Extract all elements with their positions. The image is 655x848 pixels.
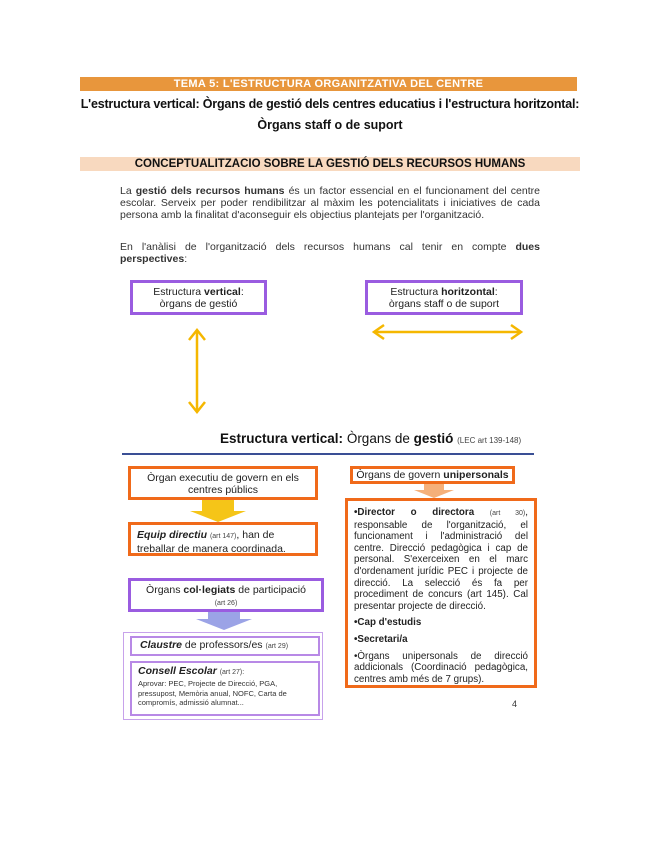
- intro-paragraph-2: En l'anàlisi de l'organització dels recursos humans cal tenir en compte dues perspectives:: [120, 241, 540, 265]
- topic-banner: TEMA 5: L'ESTRUCTURA ORGANITZATIVA DEL CENTRE: [80, 77, 577, 91]
- heading-divider: [122, 453, 534, 455]
- additional-organs-item: •Òrgans unipersonals de direcció addicionals (Coordinació pedagògica, centres amb més de 7 grups).: [354, 650, 528, 685]
- head-of-studies-item: •Cap d'estudis: [354, 617, 422, 629]
- horizontal-double-arrow-icon: [374, 325, 521, 339]
- director-item: •Director o directora (art 30), responsable de l'organització, el funcionament i l'administració del centre. Direcció pedagògica i cap de personal. S'exerceixen en el marc d'ordenament jurídic PEC i projecte de direcció. La selecció és fa per procediment de concurs (art 145). Cal presentar projecte de direcció.: [354, 507, 528, 612]
- teachers-cloister-box: Claustre de professors/es (art 29): [130, 636, 320, 656]
- page-title-line2: Òrgans staff o de suport: [257, 118, 403, 132]
- down-arrow-icon: [196, 612, 252, 630]
- school-council-detail: Aprovar: PEC, Projecte de Direcció, PGA, pressupost, Memòria anual, NOFC, Carta de compromís, admissió alumnat...: [138, 679, 287, 707]
- intro-paragraph-1: La gestió dels recursos humans és un factor essencial en el funcionament del centre escolar. Serveix per poder rendibilitzar al màxim les potencialitats i iniciatives de cada persona amb la finalitat d'aconseguir els objectius plantejats per l'organització.: [120, 185, 540, 221]
- down-arrow-icon: [190, 500, 246, 522]
- unipersonal-organs-header: Òrgans de govern unipersonals: [350, 466, 515, 484]
- unipersonal-organs-list: [345, 498, 537, 688]
- secretary-item: •Secretari/a: [354, 633, 408, 645]
- page-title-line1: L'estructura vertical: Òrgans de gestió dels centres educatius i l'estructura horitzontal:: [80, 97, 580, 111]
- down-arrow-icon: [414, 484, 454, 498]
- vertical-structure-heading: Estructura vertical: Òrgans de gestió (LEC art 139-148): [220, 431, 522, 446]
- collegiate-organs-box: Òrgans col·legiats de participació (art 26): [128, 578, 324, 612]
- vertical-double-arrow-icon: [189, 330, 205, 412]
- section-heading: CONCEPTUALITZACIO SOBRE LA GESTIÓ DELS RECURSOS HUMANS: [80, 157, 580, 171]
- executive-organ-box: Òrgan executiu de govern en els centres públics: [128, 466, 318, 500]
- school-council-box: Consell Escolar (art 27): Aprovar: PEC, Projecte de Direcció, PGA, pressupost, Memòria anual, NOFC, Carta de compromís, admissió alumnat...: [130, 661, 320, 716]
- horizontal-structure-box: Estructura horitzontal: òrgans staff o de suport: [365, 280, 523, 315]
- vertical-structure-box: Estructura vertical: òrgans de gestió: [130, 280, 267, 315]
- page-number: 4: [512, 699, 518, 709]
- management-team-box: Equip directiu (art 147), han de treballar de manera coordinada.: [128, 522, 318, 556]
